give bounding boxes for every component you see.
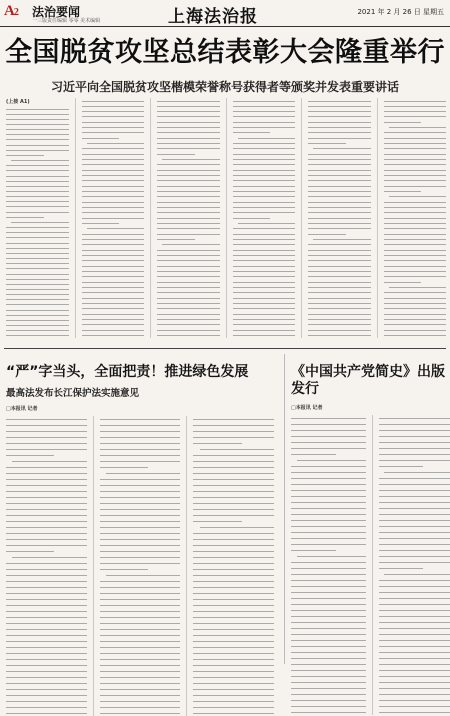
story-party-history-body — [291, 415, 450, 715]
issue-date: 2021 年 2 月 26 日 星期五 — [357, 8, 444, 16]
story-party-history — [284, 354, 450, 664]
story-yangtze-headline: “严”字当头，全面把责！推进绿色发展 — [6, 364, 249, 380]
section-name: 法治要闻 — [32, 5, 81, 19]
story-party-history-byline: □本报讯 记者 — [291, 405, 323, 411]
lead-col-2 — [82, 98, 145, 338]
lead-col-5 — [308, 98, 371, 338]
lead-subheadline: 习近平向全国脱贫攻坚楷模荣誉称号获得者等颁奖并发表重要讲话 — [50, 80, 399, 94]
section-divider — [4, 348, 446, 349]
lead-body — [6, 98, 446, 338]
edition-meta: 一三版责任编辑 零零 美术编辑 — [32, 18, 101, 24]
story-yangtze-subhead: 最高法发布长江保护法实施意见 — [6, 388, 140, 399]
page-badge — [4, 3, 18, 20]
lead-headline: 全国脱贫攻坚总结表彰大会隆重举行 — [5, 37, 445, 68]
lead-col-6 — [384, 98, 447, 338]
story-party-history-headline: 《中国共产党简史》出版发行 — [291, 364, 445, 397]
masthead — [0, 0, 450, 27]
story-yangtze-body — [6, 416, 274, 716]
newspaper-brand: 上海法治报 — [168, 7, 258, 27]
story-yangtze — [6, 354, 274, 664]
lead-col-3 — [157, 98, 220, 338]
lead-col-1 — [6, 98, 69, 338]
lead-col-4 — [233, 98, 296, 338]
lead-byline: (上接 A1) — [6, 99, 30, 105]
page-number: 2 — [13, 7, 18, 18]
story-yangtze-byline: □本报讯 记者 — [6, 406, 38, 412]
page-label: A — [4, 3, 14, 19]
